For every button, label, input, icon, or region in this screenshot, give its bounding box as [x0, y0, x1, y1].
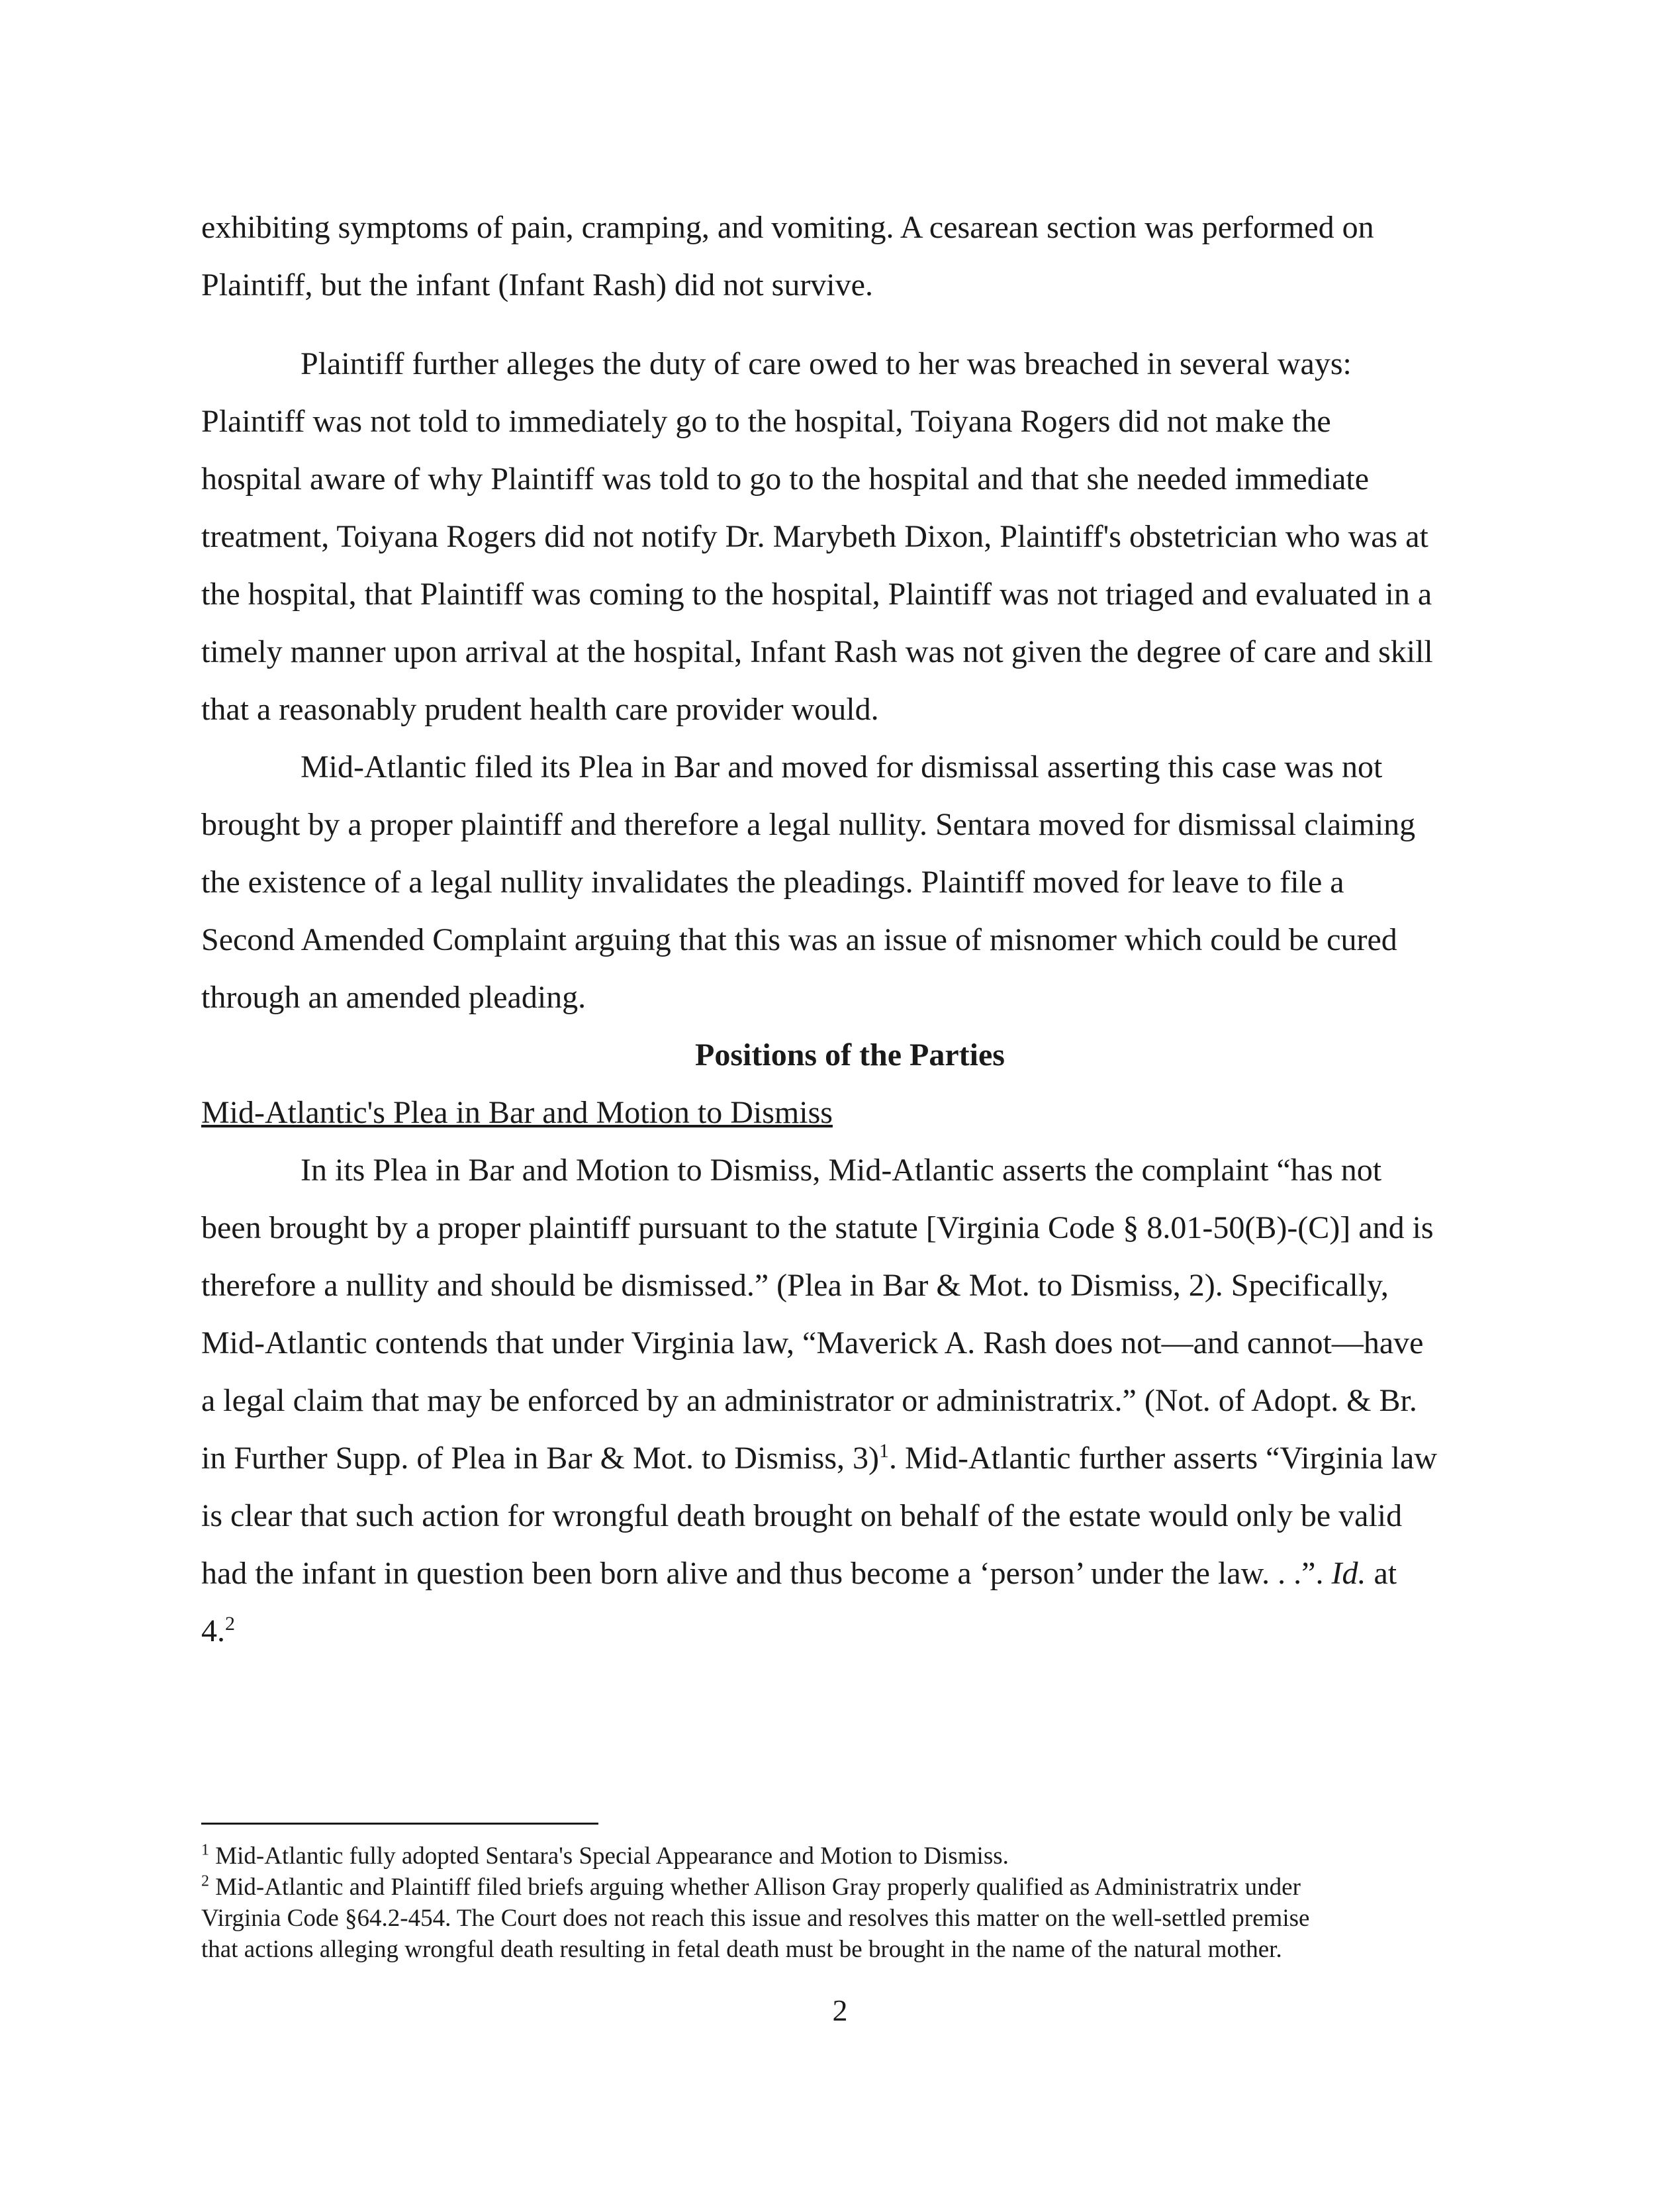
- section-heading: Positions of the Parties: [695, 1037, 1005, 1073]
- footnote-line: that actions alleging wrongful death resulting in fetal death must be brought in the name of the natural mother.: [201, 1936, 1282, 1963]
- text-segment: . Mid-Atlantic further asserts “Virginia law: [888, 1441, 1437, 1476]
- paragraph-4: [201, 1141, 1499, 1660]
- text-line: Second Amended Complaint arguing that this was an issue of misnomer which could be cured: [201, 922, 1397, 957]
- text-segment: at: [1366, 1556, 1397, 1591]
- text-line: hospital aware of why Plaintiff was told to go to the hospital and that she needed immediate: [201, 461, 1370, 497]
- text-line: treatment, Toiyana Rogers did not notify Dr. Marybeth Dixon, Plaintiff's obstetrician who was at: [201, 519, 1428, 554]
- footnote-ref-1[interactable]: 1: [878, 1440, 889, 1462]
- subsection-heading: Mid-Atlantic's Plea in Bar and Motion to Dismiss: [201, 1095, 833, 1130]
- text-line: exhibiting symptoms of pain, cramping, and vomiting. A cesarean section was performed on: [201, 210, 1374, 245]
- text-line: In its Plea in Bar and Motion to Dismiss, Mid-Atlantic asserts the complaint “has not: [301, 1153, 1382, 1188]
- body-text: [201, 199, 1499, 1660]
- footnote-2: [201, 1872, 1499, 1965]
- paragraph-1: [201, 199, 1499, 314]
- text-line: therefore a nullity and should be dismissed.” (Plea in Bar & Mot. to Dismiss, 2). Specifically,: [201, 1268, 1389, 1303]
- text-line: Plaintiff further alleges the duty of care owed to her was breached in several ways:: [301, 346, 1352, 381]
- paragraph-3: [201, 738, 1499, 1026]
- text-segment: in Further Supp. of Plea in Bar & Mot. to Dismiss, 3): [201, 1441, 879, 1476]
- text-line: [201, 1429, 1499, 1487]
- text-line: brought by a proper plaintiff and therefore a legal nullity. Sentara moved for dismissal claiming: [201, 807, 1416, 842]
- text-line: [201, 1545, 1499, 1602]
- footnote-line: [201, 1840, 1499, 1872]
- footnote-line: [201, 1872, 1499, 1903]
- text-segment: 4.: [201, 1613, 225, 1648]
- footnote-text: Mid-Atlantic fully adopted Sentara's Special Appearance and Motion to Dismiss.: [215, 1842, 1009, 1870]
- text-line: is clear that such action for wrongful death brought on behalf of the estate would only be valid: [201, 1498, 1403, 1533]
- paragraph-2: [201, 335, 1499, 738]
- footnote-ref-2[interactable]: 2: [225, 1613, 235, 1635]
- text-line: Plaintiff was not told to immediately go to the hospital, Toiyana Rogers did not make the: [201, 404, 1331, 439]
- footnote-marker: 1: [201, 1841, 209, 1859]
- text-line: [201, 1602, 1499, 1660]
- text-line: that a reasonably prudent health care provider would.: [201, 692, 879, 727]
- text-line: timely manner upon arrival at the hospital, Infant Rash was not given the degree of care and skill: [201, 634, 1433, 669]
- text-line: the hospital, that Plaintiff was coming to the hospital, Plaintiff was not triaged and evaluated in a: [201, 577, 1432, 612]
- footnote-divider: [201, 1823, 598, 1825]
- footnote-line: Virginia Code §64.2-454. The Court does not reach this issue and resolves this matter on the well-settled premise: [201, 1905, 1310, 1932]
- text-line: Mid-Atlantic filed its Plea in Bar and moved for dismissal asserting this case was not: [301, 749, 1383, 785]
- page-number: 2: [832, 1993, 848, 2027]
- citation-id: Id.: [1331, 1556, 1366, 1591]
- text-segment: had the infant in question been born alive and thus become a ‘person’ under the law. . .”.: [201, 1556, 1332, 1591]
- text-line: Plaintiff, but the infant (Infant Rash) did not survive.: [201, 267, 873, 303]
- text-line: through an amended pleading.: [201, 980, 586, 1015]
- text-line: Mid-Atlantic contends that under Virginia law, “Maverick A. Rash does not—and cannot—have: [201, 1325, 1424, 1361]
- footnote-text: Mid-Atlantic and Plaintiff filed briefs arguing whether Allison Gray properly qualified as Administratrix under: [215, 1874, 1301, 1901]
- footnotes: [201, 1840, 1499, 1965]
- footnote-marker: 2: [201, 1872, 209, 1890]
- footnote-1: [201, 1840, 1499, 1872]
- text-line: been brought by a proper plaintiff pursuant to the statute [Virginia Code § 8.01-50(B)-(C)] and is: [201, 1210, 1434, 1245]
- text-line: the existence of a legal nullity invalidates the pleadings. Plaintiff moved for leave to file a: [201, 865, 1344, 900]
- text-line: a legal claim that may be enforced by an administrator or administratrix.” (Not. of Adopt. & Br.: [201, 1383, 1417, 1418]
